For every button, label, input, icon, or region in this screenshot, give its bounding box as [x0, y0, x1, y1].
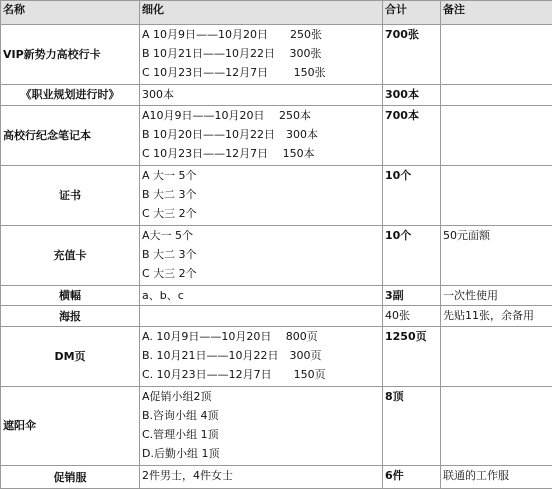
detail-line: C 10月23日——12月7日 150张	[142, 65, 326, 79]
detail-line: C 10月23日——12月7日 150本	[142, 147, 315, 161]
table-row	[1, 106, 552, 166]
detail-line: B 大二 3个	[142, 188, 197, 202]
header-row	[1, 1, 552, 25]
table-row	[1, 24, 552, 84]
item-remark: 先贴11张，余备用	[441, 306, 552, 327]
detail-line: B. 10月21日——10月22日 300页	[142, 348, 322, 362]
detail-line: B 10月20日——10月22日 300本	[142, 128, 319, 142]
detail-line: 2件男士，4件女士	[142, 469, 233, 483]
detail-line: 300本	[142, 87, 174, 101]
table-row	[1, 225, 552, 285]
item-details	[140, 166, 383, 226]
item-remark: 50元面额	[441, 225, 552, 285]
item-name: 充值卡	[1, 225, 140, 285]
item-details	[140, 24, 383, 84]
item-details	[140, 285, 383, 306]
table-row	[1, 326, 552, 386]
detail-line: A10月9日——10月20日 250本	[142, 109, 312, 123]
item-name: 高校行纪念笔记本	[1, 106, 140, 166]
table-row	[1, 285, 552, 306]
item-details	[140, 106, 383, 166]
item-total: 1250页	[383, 326, 441, 386]
item-details	[140, 306, 383, 327]
item-remark	[441, 106, 552, 166]
detail-line: C. 10月23日——12月7日 150页	[142, 367, 326, 381]
item-total: 10个	[383, 166, 441, 226]
detail-line: D.后勤小组 1顶	[142, 446, 220, 460]
item-total: 10个	[383, 225, 441, 285]
item-remark	[441, 386, 552, 465]
header-detail: 细化	[140, 1, 383, 25]
detail-line: A. 10月9日——10月20日 800页	[142, 329, 318, 343]
item-remark	[441, 24, 552, 84]
item-name: 海报	[1, 306, 140, 327]
detail-line: C 大三 2个	[142, 207, 197, 221]
detail-line: a、b、c	[142, 288, 184, 302]
item-total: 6件	[383, 466, 441, 489]
item-name: 横幅	[1, 285, 140, 306]
table-row	[1, 386, 552, 465]
table-row	[1, 466, 552, 489]
item-name: 《职业规划进行时》	[1, 84, 140, 106]
detail-line: B 10月21日——10月22日 300张	[142, 46, 322, 60]
item-details	[140, 225, 383, 285]
detail-line: A促销小组2顶	[142, 389, 212, 403]
header-remark: 备注	[441, 1, 552, 25]
table-row	[1, 84, 552, 106]
detail-line: C.管理小组 1顶	[142, 427, 219, 441]
item-details	[140, 466, 383, 489]
item-remark: 联通的工作服	[441, 466, 552, 489]
item-details	[140, 84, 383, 106]
item-name: 促销服	[1, 466, 140, 489]
item-remark: 一次性使用	[441, 285, 552, 306]
detail-line: B 大二 3个	[142, 247, 197, 261]
item-total: 700本	[383, 106, 441, 166]
item-details	[140, 386, 383, 465]
detail-line: B.咨询小组 4顶	[142, 408, 219, 422]
item-total: 8顶	[383, 386, 441, 465]
item-total: 300本	[383, 84, 441, 106]
detail-line: A大一 5个	[142, 228, 194, 242]
item-name: DM页	[1, 326, 140, 386]
item-details	[140, 326, 383, 386]
item-name: VIP新势力高校行卡	[1, 24, 140, 84]
item-total: 700张	[383, 24, 441, 84]
item-remark	[441, 166, 552, 226]
item-total: 3副	[383, 285, 441, 306]
table-row	[1, 166, 552, 226]
detail-line: A 大一 5个	[142, 169, 197, 183]
detail-line: A 10月9日——10月20日 250张	[142, 27, 323, 41]
header-name: 名称	[1, 1, 140, 25]
detail-line: C 大三 2个	[142, 266, 197, 280]
item-name: 证书	[1, 166, 140, 226]
item-remark	[441, 326, 552, 386]
item-total: 40张	[383, 306, 441, 327]
item-name: 遮阳伞	[1, 386, 140, 465]
item-remark	[441, 84, 552, 106]
header-total: 合计	[383, 1, 441, 25]
table-row	[1, 306, 552, 327]
